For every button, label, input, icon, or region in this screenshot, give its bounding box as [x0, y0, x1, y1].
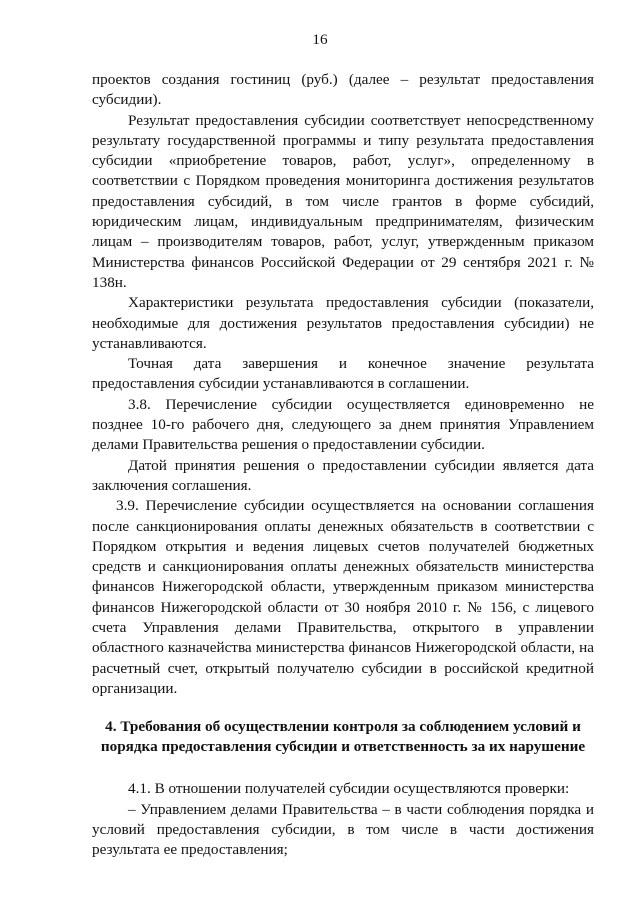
paragraph: Характеристики результата предоставления субсидии (показатели, необходимые для достижения результатов предоставления субсидии) не устанавливаются.: [92, 294, 594, 352]
paragraph: Датой принятия решения о предоставлении субсидии является дата заключения соглашения.: [92, 456, 594, 494]
paragraph: Точная дата завершения и конечное значение результата предоставления субсидии устанавливаются в соглашении.: [92, 355, 594, 393]
section-heading: 4. Требования об осуществлении контроля за соблюдением условий и порядка предоставления субсидии и ответственность за их нарушение: [100, 718, 586, 756]
paragraph: Результат предоставления субсидии соответствует непосредственному результату государственной программы и типу результата предоставления субсидии «приобретение товаров, работ, услуг», определенному в соответствии с Порядком проведения мониторинга достижения результатов предоставления субсидий, в том числе грантов в форме субсидий, юридическим лицам, индивидуальным предпринимателям, физическим лицам – производителям товаров, работ, услуг, утвержденным приказом Министерства финансов Российской Федерации от 29 сентября 2021 г. № 138н.: [92, 111, 594, 291]
document-body: [92, 70, 594, 860]
paragraph: проектов создания гостиниц (руб.) (далее – результат предоставления субсидии).: [92, 71, 594, 109]
paragraph: – Управлением делами Правительства – в части соблюдения порядка и условий предоставления субсидии, в том числе в части достижения результата ее предоставления;: [92, 800, 594, 859]
page-number: 16: [312, 31, 328, 48]
paragraph: 4.1. В отношении получателей субсидии осуществляются проверки:: [128, 780, 570, 798]
paragraph: 3.9. Перечисление субсидии осуществляется на основании соглашения после санкционирования оплаты денежных обязательств в соответствии с Порядком открытия и ведения лицевых счетов получателей бюджетных средств и санкционирования оплаты денежных обязательств министерства финансов Нижегородской области, утвержденным приказом министерства финансов Нижегородской области от 30 ноября 2010 г. № 156, с лицевого счета Управления делами Правительства, открытого в управлении областного казначейства министерства финансов Нижегородской области, на расчетный счет, открытый получателю субсидии в российской кредитной организации.: [92, 497, 594, 697]
paragraph: 3.8. Перечисление субсидии осуществляется единовременно не позднее 10-го рабочего дня, следующего за днем принятия Управлением делами Правительства решения о предоставлении субсидии.: [92, 395, 594, 454]
